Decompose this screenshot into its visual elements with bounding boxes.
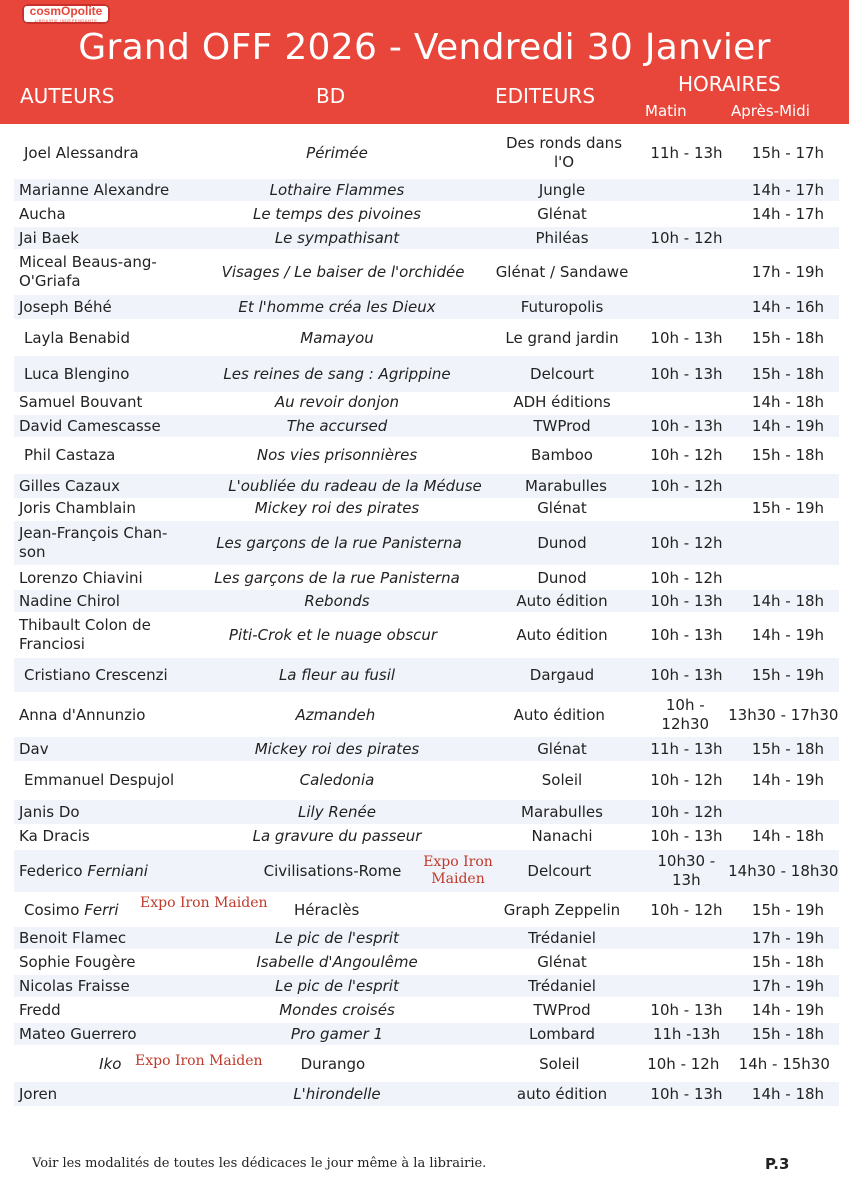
slot-matin: 10h30 - 13h [657,852,716,889]
slot-apres-midi: 15h - 18h [751,445,825,464]
publisher: Delcourt [530,364,594,383]
bd-title: Rebonds [304,591,370,610]
bd-title: Le temps des pivoines [253,204,421,223]
author-name: Anna d'Annunzio [19,705,146,724]
publisher: Bamboo [531,445,593,464]
publisher: Nanachi [531,826,593,845]
column-header-apres-midi: Après-Midi [731,102,810,120]
slot-matin: 11h -13h [652,1024,721,1043]
bd-title: The accursed [286,416,388,435]
slot-apres-midi: 14h - 18h [751,1084,825,1103]
table-row [14,497,839,519]
logo-subtext: LIBRAIRIE INDÉPENDANTE [34,18,98,23]
author-name: Sophie Fougère [19,952,136,971]
slot-apres-midi: 14h - 17h [751,204,825,223]
expo-iron-maiden-label: Expo Iron Maiden [140,895,268,911]
table-row [14,251,839,293]
author-name: Layla Benabid [24,328,130,347]
author-name: Mateo Guerrero [19,1024,137,1043]
slot-matin: 10h - 12h [650,770,723,789]
table-row [14,590,839,612]
author-name: Fredd [19,1000,61,1019]
publisher: Philéas [535,228,589,247]
slot-matin: 10h - 12h [650,802,723,821]
slot-apres-midi: 15h - 18h [751,1024,825,1043]
publisher: Auto édition [516,591,608,610]
expo-iron-maiden-label: Expo Iron Maiden [423,854,493,887]
bd-title: Le pic de l'esprit [275,928,399,947]
bd-title: Mondes croisés [279,1000,395,1019]
bd-title: L'hirondelle [293,1084,381,1103]
author-name: Miceal Beaus-ang-O'Griafa [19,253,157,290]
slot-apres-midi: 14h - 19h [751,770,825,789]
publisher: Glénat [537,204,587,223]
table-row [14,999,839,1021]
author-name: Lorenzo Chiavini [19,568,143,587]
publisher: Marabulles [521,802,603,821]
publisher: TWProd [533,1000,591,1019]
bd-title: Les garçons de la rue Panisterna [214,568,460,587]
slot-matin: 10h - 13h [650,625,723,644]
slot-matin: 11h - 13h [650,739,723,758]
bd-title: Le sympathisant [274,228,400,247]
author-first-name: Cosimo [24,900,80,919]
author-name: Marianne Alexandre [19,180,170,199]
slot-apres-midi: 17h - 19h [751,928,825,947]
table-row [14,356,839,392]
slot-apres-midi: 14h - 18h [751,826,825,845]
slot-matin: 10h - 12h [650,533,723,552]
slot-matin: 10h - 12h [650,228,723,247]
bd-title: Mickey roi des pirates [254,498,420,517]
table-row [14,322,839,354]
bd-title: Mamayou [300,328,374,347]
slot-apres-midi: 15h - 19h [751,665,825,684]
author-first-name: Federico [19,861,83,880]
column-header-auteurs: AUTEURS [20,84,115,108]
publisher: Le grand jardin [505,328,619,347]
author-name: Thibault Colon de Franciosi [19,616,151,653]
table-row [14,658,839,692]
author-name: Emmanuel Despujol [24,770,175,789]
bd-title: Isabelle d'Angoulême [256,952,418,971]
author-name: Aucha [19,204,66,223]
publisher: Jungle [538,180,586,199]
publisher: Glénat [537,498,587,517]
table-row [14,415,839,437]
slot-apres-midi: 14h30 - 18h30 [728,861,839,880]
bd-title: Durango [300,1054,366,1073]
bd-title: Azmandeh [295,705,376,724]
publisher: Soleil [539,1054,580,1073]
slot-apres-midi: 15h - 18h [751,952,825,971]
column-header-horaires: HORAIRES [678,72,781,96]
page-title: Grand OFF 2026 - Vendredi 30 Janvier [78,27,771,68]
author-name [14,901,139,920]
author-name: Samuel Bouvant [19,392,143,411]
publisher: Marabulles [525,476,607,495]
slot-apres-midi: 15h - 19h [751,498,825,517]
author-name: Janis Do [19,802,80,821]
author-name: Nadine Chirol [19,591,120,610]
bd-title: Héraclès [294,900,360,919]
author-name: Phil Castaza [24,445,116,464]
table-row [14,474,839,498]
slot-apres-midi: 14h - 18h [751,591,825,610]
author-name: Nicolas Fraisse [19,976,130,995]
table-row [14,566,839,590]
author-name: Gilles Cazaux [19,476,121,495]
slot-apres-midi: 14h - 19h [751,416,825,435]
publisher: Delcourt [527,861,592,880]
table-row [14,391,839,413]
author-name: David Camescasse [19,416,161,435]
slot-apres-midi: 14h - 19h [751,1000,825,1019]
author-name: Joseph Béhé [19,297,112,316]
author-name: Benoit Flamec [19,928,127,947]
slot-matin: 10h - 13h [650,328,723,347]
publisher: TWProd [533,416,591,435]
table-row [14,1023,839,1045]
slot-matin: 10h - 12h [650,476,723,495]
publisher: Dunod [537,568,587,587]
bd-title: Caledonia [299,770,375,789]
bd-title: Périmée [306,143,368,162]
publisher: Glénat / Sandawe [495,262,629,281]
slot-apres-midi: 15h - 18h [751,328,825,347]
table-row [14,614,839,656]
expo-iron-maiden-label: Expo Iron Maiden [135,1053,263,1069]
footer-note: Voir les modalités de toutes les dédicaces le jour même à la librairie. [32,1156,487,1171]
table-row [14,951,839,973]
bd-title: Lothaire Flammes [269,180,405,199]
table-row [14,227,839,249]
bd-title: La fleur au fusil [278,665,396,684]
bd-title: L'oubliée du radeau de la Méduse [228,476,482,495]
slot-matin: 10h - 13h [650,665,723,684]
slot-apres-midi: 14h - 16h [751,297,825,316]
bd-title: Pro gamer 1 [290,1024,384,1043]
logo-text: cosmOpolite [29,4,103,18]
publisher: Glénat [537,739,587,758]
publisher: ADH éditions [513,392,611,411]
slot-apres-midi: 15h - 19h [751,900,825,919]
author-name: Jean-François Chan-son [19,524,168,561]
table-row [14,824,839,848]
bd-title: Les reines de sang : Agrippine [223,364,451,383]
publisher: auto édition [516,1084,608,1103]
publisher: Glénat [537,952,587,971]
table-row [14,694,839,736]
column-header-editeurs: EDITEURS [495,84,596,108]
bd-title: Visages / Le baiser de l'orchidée [221,262,465,281]
bd-title: Au revoir donjon [274,392,400,411]
table-row [14,764,839,796]
table-row [14,800,839,824]
page-number: P.3 [765,1155,790,1173]
slot-matin: 10h - 12h [650,900,723,919]
publisher: Trédaniel [528,928,596,947]
author-name: Luca Blengino [24,364,130,383]
table-row [14,927,839,949]
table-row [14,894,839,926]
publisher: Des ronds dans l'O [505,134,623,171]
slot-apres-midi: 14h - 15h30 [738,1054,830,1073]
header-banner [0,0,849,124]
slot-apres-midi: 14h - 18h [751,392,825,411]
author-last-name: Ferniani [87,861,148,880]
slot-apres-midi: 15h - 17h [751,143,825,162]
author-name: Joel Alessandra [24,143,139,162]
bd-title: Mickey roi des pirates [254,739,420,758]
slot-matin: 11h - 13h [650,143,723,162]
bd-title: Les garçons de la rue Panisterna [216,533,462,552]
table-row [14,295,839,319]
bd-title: La gravure du passeur [252,826,422,845]
publisher: Trédaniel [528,976,596,995]
table-row [14,128,839,178]
slot-matin: 10h - 12h [650,445,723,464]
slot-apres-midi: 13h30 - 17h30 [728,705,839,724]
author-name: Joren [19,1084,58,1103]
publisher: Lombard [528,1024,596,1043]
publisher: Auto édition [513,705,605,724]
publisher: Dunod [537,533,587,552]
bd-title: Lily Renée [298,802,376,821]
bd-title: Et l'homme créa les Dieux [238,297,436,316]
slot-matin: 10h - 13h [650,364,723,383]
author-last-name: Ferri [84,900,119,919]
author-name: Dav [19,739,49,758]
slot-matin: 10h - 12h [650,568,723,587]
table-row [14,440,839,470]
publisher: Auto édition [516,625,608,644]
publisher: Dargaud [529,665,595,684]
author-name: Joris Chamblain [19,498,136,517]
publisher: Futuropolis [520,297,604,316]
table-row [14,203,839,225]
cosmopolite-logo [22,4,110,24]
author-name: Iko [99,1054,122,1073]
author-name: Jai Baek [19,228,79,247]
slot-apres-midi: 17h - 19h [751,262,825,281]
slot-matin: 10h - 12h30 [661,696,710,733]
slot-apres-midi: 15h - 18h [751,739,825,758]
table-row [14,737,839,761]
slot-apres-midi: 17h - 19h [751,976,825,995]
author-name: Ka Dracis [19,826,90,845]
slot-apres-midi: 14h - 17h [751,180,825,199]
slot-apres-midi: 14h - 19h [751,625,825,644]
slot-matin: 10h - 13h [650,1000,723,1019]
bd-title: Nos vies prisonnières [256,445,418,464]
table-row [14,1082,839,1106]
bd-title: Civilisations-Rome [263,861,402,880]
bd-title: Le pic de l'esprit [275,976,399,995]
slot-apres-midi: 15h - 18h [751,364,825,383]
author-name [14,862,181,881]
publisher: Soleil [541,770,583,789]
table-row [14,179,839,201]
slot-matin: 10h - 13h [650,416,723,435]
table-row [14,975,839,997]
bd-title: Piti-Crok et le nuage obscur [228,625,438,644]
slot-matin: 10h - 13h [650,591,723,610]
column-header-matin: Matin [645,102,687,120]
slot-matin: 10h - 12h [647,1054,720,1073]
slot-matin: 10h - 13h [650,1084,723,1103]
table-row [14,521,839,565]
author-name: Cristiano Crescenzi [24,665,168,684]
column-header-bd: BD [316,84,346,108]
publisher: Graph Zeppelin [503,900,621,919]
slot-matin: 10h - 13h [650,826,723,845]
